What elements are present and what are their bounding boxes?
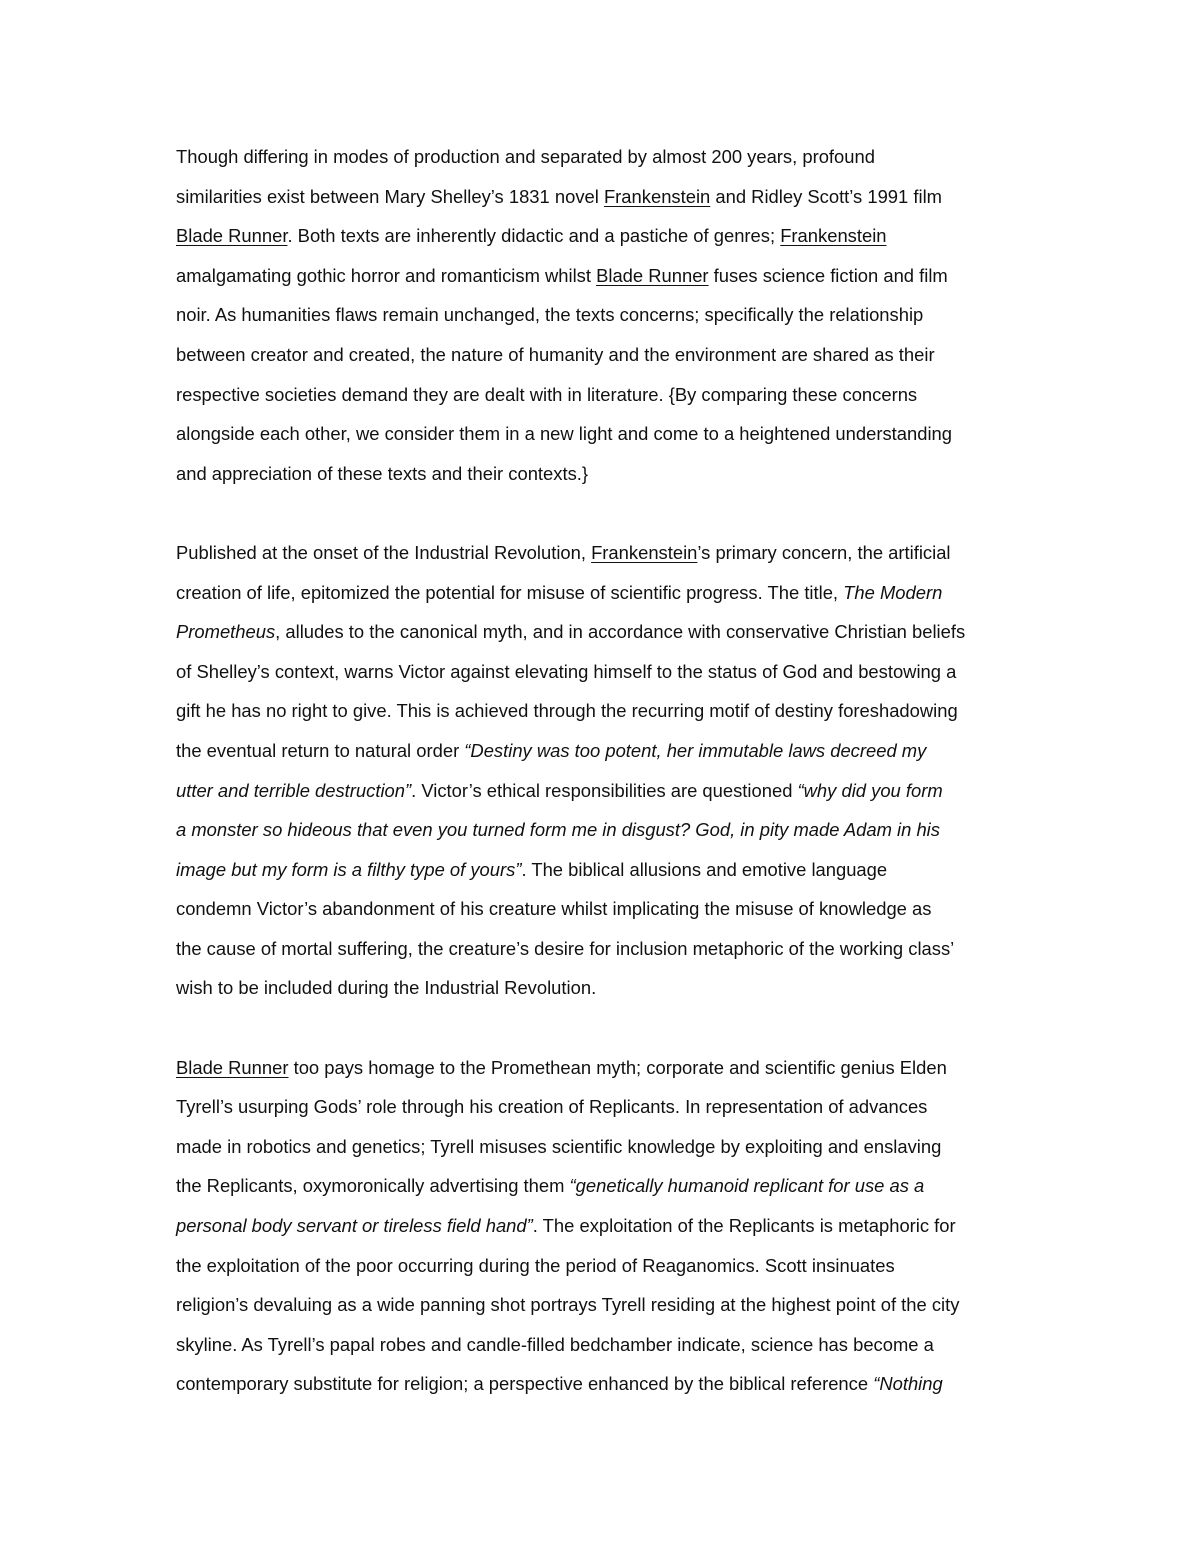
text-line [176, 335, 1046, 375]
paragraph-3 [176, 1048, 1046, 1404]
text-run: . The exploitation of the Replicants is metaphoric for [532, 1215, 956, 1237]
text-line [176, 414, 1046, 454]
essay-body [176, 137, 1046, 1404]
text-line [176, 889, 1046, 929]
text-run: similarities exist between Mary Shelley’s 1831 novel [176, 185, 604, 207]
paragraph-2 [176, 533, 1046, 1008]
text-line [176, 177, 1046, 217]
text-run: Though differing in modes of production and separated by almost 200 years, profound [176, 146, 875, 167]
text-line [176, 731, 1046, 771]
underlined-title: Frankenstein [603, 185, 711, 207]
text-run: . Both texts are inherently didactic and a pastiche of genres; [287, 225, 781, 247]
text-run: Published at the onset of the Industrial Revolution, [176, 541, 592, 563]
italic-quote: utter and terrible destruction” [176, 779, 412, 801]
text-run: alongside each other, we consider them in a new light and come to a heightened understanding [176, 423, 952, 445]
text-run: noir. As humanities flaws remain unchanged, the texts concerns; specifically the relationship [176, 304, 924, 326]
text-run: and Ridley Scott’s 1991 film [710, 185, 942, 207]
text-run: too pays homage to the Promethean myth; corporate and scientific genius Elden [288, 1056, 947, 1078]
text-run: condemn Victor’s abandonment of his creature whilst implicating the misuse of knowledge as [176, 898, 932, 920]
text-line [176, 295, 1046, 335]
italic-quote: “Destiny was too potent, her immutable laws decreed my [464, 739, 927, 761]
text-line [176, 573, 1046, 613]
text-line [176, 454, 1046, 494]
text-run: , alludes to the canonical myth, and in accordance with conservative Christian beliefs [275, 621, 966, 643]
text-line [176, 810, 1046, 850]
text-line [176, 652, 1046, 692]
text-line [176, 1087, 1046, 1127]
text-line [176, 1246, 1046, 1286]
underlined-title: Blade Runner [596, 264, 709, 286]
text-line [176, 1364, 1046, 1404]
text-run: of Shelley’s context, warns Victor against elevating himself to the status of God and bestowing a [176, 660, 957, 682]
text-run: . The biblical allusions and emotive language [521, 858, 888, 880]
text-line [176, 533, 1046, 573]
text-line [176, 691, 1046, 731]
text-run: the eventual return to natural order [176, 739, 465, 761]
text-run: amalgamating gothic horror and romanticism whilst [176, 264, 597, 286]
underlined-title: Frankenstein [591, 541, 698, 563]
text-run: fuses science fiction and film [708, 264, 948, 286]
text-line [176, 137, 1046, 177]
underlined-title: Frankenstein [780, 225, 887, 247]
text-line [176, 968, 1046, 1008]
text-run: contemporary substitute for religion; a perspective enhanced by the biblical reference [176, 1373, 874, 1395]
text-run: made in robotics and genetics; Tyrell misuses scientific knowledge by exploiting and enslaving [176, 1135, 942, 1157]
text-line [176, 1048, 1046, 1088]
text-run: creation of life, epitomized the potential for misuse of scientific progress. The title, [176, 581, 844, 603]
text-line [176, 1325, 1046, 1365]
text-run: the Replicants, oxymoronically advertising them [176, 1175, 570, 1197]
text-line [176, 256, 1046, 296]
text-line [176, 850, 1046, 890]
text-run: wish to be included during the Industrial Revolution. [176, 977, 597, 999]
italic-quote: “genetically humanoid replicant for use as a [569, 1175, 925, 1197]
underlined-title: Blade Runner [176, 1056, 289, 1078]
text-line [176, 1285, 1046, 1325]
text-line [176, 1206, 1046, 1246]
text-run: respective societies demand they are dealt with in literature. {By comparing these concerns [176, 383, 918, 405]
underlined-title: Blade Runner [176, 225, 288, 247]
italic-quote: personal body servant or tireless field hand” [176, 1215, 533, 1237]
text-run: the exploitation of the poor occurring during the period of Reaganomics. Scott insinuates [176, 1254, 895, 1276]
italic-quote: The Modern [843, 581, 943, 603]
text-run: religion’s devaluing as a wide panning shot portrays Tyrell residing at the highest point of the city [176, 1294, 960, 1316]
text-line [176, 929, 1046, 969]
text-run: between creator and created, the nature of humanity and the environment are shared as their [176, 343, 935, 365]
italic-quote: “Nothing [873, 1373, 943, 1395]
text-line [176, 771, 1046, 811]
italic-quote: Prometheus [176, 621, 276, 643]
text-run: . Victor’s ethical responsibilities are questioned [411, 779, 798, 801]
text-line [176, 1166, 1046, 1206]
text-run: ’s primary concern, the artificial [697, 541, 951, 563]
text-line [176, 1127, 1046, 1167]
text-run: the cause of mortal suffering, the creature’s desire for inclusion metaphoric of the working class’ [176, 937, 955, 959]
text-run: skyline. As Tyrell’s papal robes and candle-filled bedchamber indicate, science has become a [176, 1333, 934, 1355]
italic-quote: a monster so hideous that even you turned form me in disgust? God, in pity made Adam in his [176, 819, 940, 841]
text-run: gift he has no right to give. This is achieved through the recurring motif of destiny foreshadowing [176, 700, 958, 722]
text-line [176, 375, 1046, 415]
italic-quote: image but my form is a filthy type of yours” [176, 858, 522, 880]
text-line [176, 612, 1046, 652]
text-line [176, 216, 1046, 256]
italic-quote: “why did you form [797, 779, 943, 801]
paragraph-1 [176, 137, 1046, 493]
text-run: and appreciation of these texts and their contexts.} [176, 462, 589, 484]
text-run: Tyrell’s usurping Gods’ role through his creation of Replicants. In representation of advances [176, 1096, 928, 1118]
